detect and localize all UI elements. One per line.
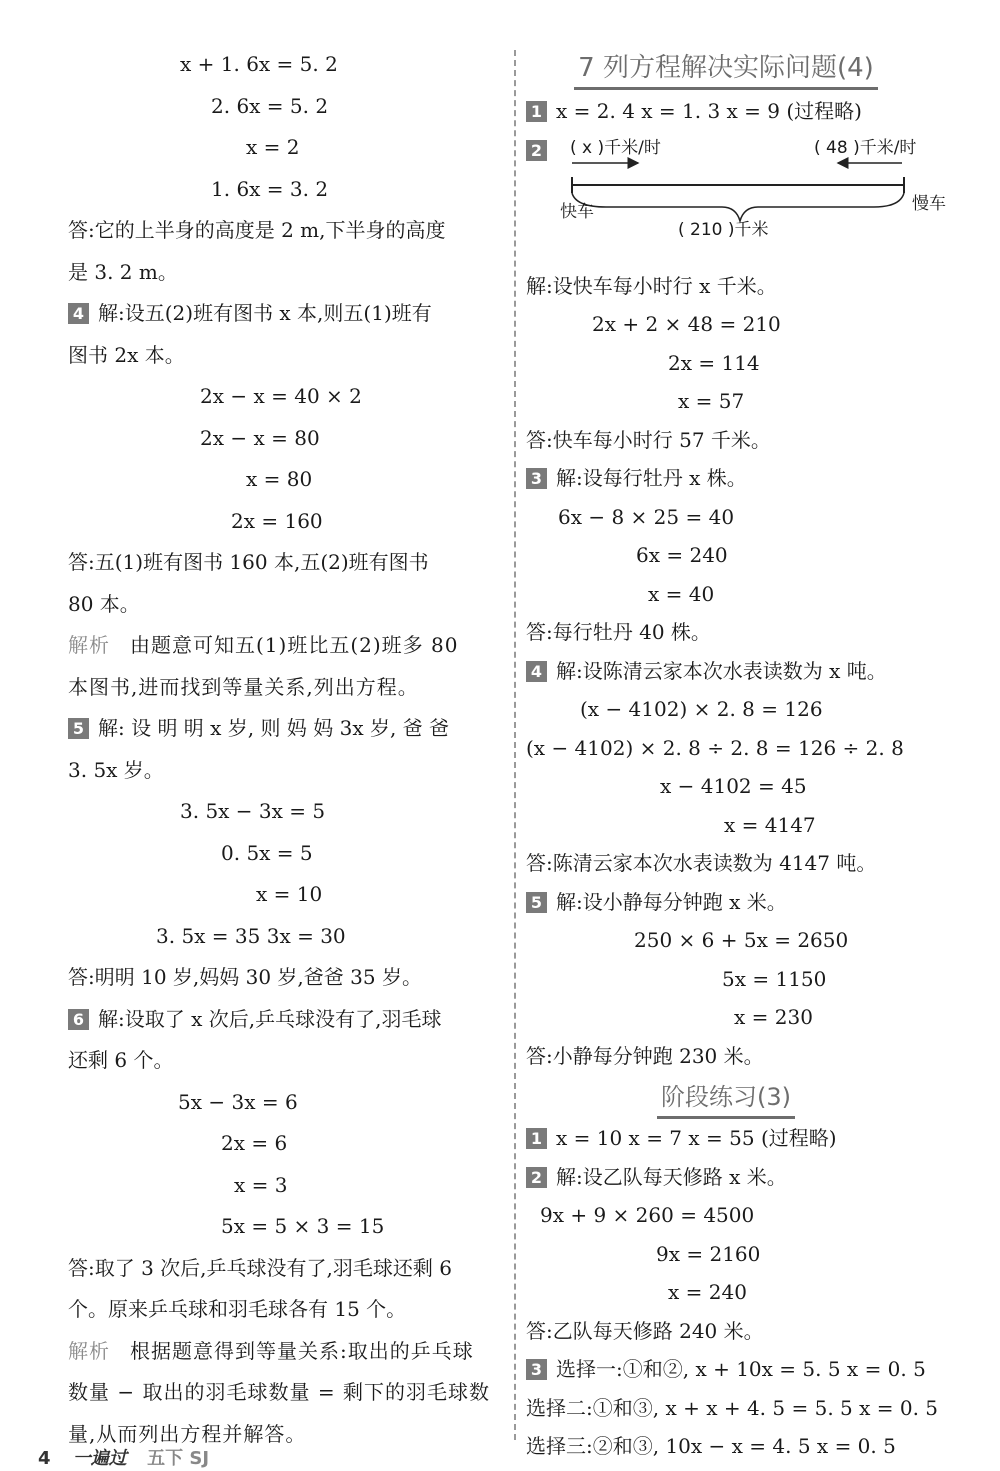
equation-line: x = 57 (678, 389, 745, 413)
question-number-badge: 3 (526, 1359, 547, 1380)
left-column (68, 44, 508, 1455)
equation-line: x = 240 (668, 1280, 747, 1304)
question-number-badge: 3 (526, 468, 547, 489)
right-column (526, 44, 946, 1466)
equation-line: x = 40 (648, 581, 715, 606)
solution-text: 解:设快车每小时行 x 千米。 (526, 273, 777, 298)
equation-line: (x − 4102) × 2. 8 = 126 (580, 697, 823, 721)
analysis-line (68, 625, 508, 667)
question-number-badge: 1 (526, 1128, 547, 1149)
answer-line: 答:每行牡丹 40 株。 (526, 620, 711, 644)
solution-text: 解:设五(2)班有图书 x 本,则五(1)班有 (98, 301, 432, 325)
equation-line: 5x = 1150 (722, 966, 827, 991)
equation-line: x = 4147 (724, 812, 816, 837)
answer-line: 80 本。 (68, 591, 140, 616)
stage-title-text: 阶段练习(3) (657, 1078, 795, 1119)
equation-line: x − 4102 = 45 (660, 774, 807, 798)
stage-question-2 (526, 1158, 926, 1197)
distance-label: ( 210 )千米 (678, 219, 769, 240)
equation-line: 3. 5x − 3x = 5 (180, 799, 326, 823)
equation-line: x = 230 (734, 1005, 813, 1029)
equation-line: 2x = 114 (668, 350, 760, 375)
analysis-text: 数量 − 取出的羽毛球数量 = 剩下的羽毛球数 (68, 1380, 490, 1404)
fast-car-label: 快车 (560, 201, 594, 222)
analysis-text: 量,从而列出方程并解答。 (68, 1421, 307, 1446)
question-number-badge: 1 (526, 101, 547, 122)
equation-line: 2x = 6 (221, 1131, 288, 1155)
choice-text: 选择一:①和②, x + 10x = 5. 5 x = 0. 5 (556, 1357, 926, 1381)
grade-label: 五下 SJ (147, 1448, 210, 1469)
answer-line: 答:快车每小时行 57 千米。 (526, 427, 771, 452)
solution-text: 解:设乙队每天修路 x 米。 (556, 1164, 787, 1189)
equation-line: 2. 6x = 5. 2 (211, 93, 329, 118)
answer-text: x = 10 x = 7 x = 55 (过程略) (556, 1126, 837, 1150)
answer-text: x = 2. 4 x = 1. 3 x = 9 (过程略) (556, 99, 862, 123)
question-number-badge: 4 (526, 661, 547, 682)
solution-text: 解:设取了 x 次后,乒乓球没有了,羽毛球 (98, 1006, 442, 1031)
equation-line: 250 × 6 + 5x = 2650 (634, 928, 849, 952)
answer-line: 答:取了 3 次后,乒乓球没有了,羽毛球还剩 6 (68, 1255, 452, 1280)
question-6-solution (68, 999, 508, 1041)
equation-line: x + 1. 6x = 5. 2 (180, 52, 338, 76)
equation-line: x = 80 (246, 467, 313, 491)
question-number-badge: 5 (68, 718, 89, 739)
equation-line: 6x = 240 (636, 543, 728, 567)
brand-logo-text: 一遍过 (72, 1448, 127, 1469)
equation-line: x = 10 (256, 882, 323, 906)
solution-text: 解:设小静每分钟跑 x 米。 (556, 889, 787, 914)
equation-line: 6x − 8 × 25 = 40 (558, 504, 735, 529)
solution-text: 3. 5x 岁。 (68, 757, 164, 782)
answer-line: 个。原来乒乓球和羽毛球各有 15 个。 (68, 1297, 407, 1321)
slow-speed-label: ( 48 )千米/时 (814, 137, 917, 158)
solution-text: 解: 设 明 明 x 岁, 则 妈 妈 3x 岁, 爸 爸 (98, 716, 450, 740)
answer-line: 答:五(1)班有图书 160 本,五(2)班有图书 (68, 550, 429, 574)
equation-line: 2x = 160 (231, 508, 323, 533)
solution-text: 解:设每行牡丹 x 株。 (556, 466, 747, 490)
analysis-text: 根据题意得到等量关系:取出的乒乓球 (130, 1338, 474, 1363)
question-4-solution (526, 652, 926, 691)
question-number-badge: 2 (526, 140, 547, 161)
analysis-text: 本图书,进而找到等量关系,列出方程。 (68, 674, 419, 699)
solution-text: 还剩 6 个。 (68, 1048, 174, 1072)
page-number: 4 (38, 1448, 51, 1469)
fast-speed-label: ( x )千米/时 (570, 137, 661, 158)
page-footer (38, 1444, 209, 1470)
equation-line: x = 3 (234, 1172, 288, 1197)
equation-line: 3. 5x = 35 3x = 30 (156, 923, 346, 948)
question-number-badge: 4 (68, 303, 89, 324)
equation-line: 9x = 2160 (656, 1241, 761, 1266)
question-1-answer (526, 92, 926, 131)
equation-line: 2x − x = 80 (200, 425, 320, 450)
answer-line: 答:小静每分钟跑 230 米。 (526, 1043, 764, 1068)
equation-line: 5x = 5 × 3 = 15 (221, 1214, 385, 1238)
answer-line: 答:它的上半身的高度是 2 m,下半身的高度 (68, 218, 446, 242)
question-5-solution (68, 708, 508, 750)
analysis-tag: 解析 (68, 633, 110, 657)
stage-question-1 (526, 1119, 926, 1158)
equation-line: (x − 4102) × 2. 8 ÷ 2. 8 = 126 ÷ 2. 8 (526, 735, 904, 760)
section-title (526, 44, 926, 92)
answer-line: 答:陈清云家本次水表读数为 4147 吨。 (526, 851, 877, 875)
question-4-solution (68, 293, 508, 335)
stage-practice-title (526, 1075, 926, 1119)
solution-text: 解:设陈清云家本次水表读数为 x 吨。 (556, 658, 887, 683)
solution-text: 图书 2x 本。 (68, 342, 185, 367)
answer-line: 答:乙队每天修路 240 米。 (526, 1318, 764, 1343)
column-divider (514, 50, 516, 1440)
line-segment-diagram (526, 137, 946, 267)
question-number-badge: 5 (526, 892, 547, 913)
answer-line: 是 3. 2 m。 (68, 259, 178, 284)
equation-line: 2x − x = 40 × 2 (200, 384, 362, 408)
question-number-badge: 6 (68, 1009, 89, 1030)
analysis-line (68, 1331, 508, 1373)
equation-line: 5x − 3x = 6 (178, 1089, 298, 1114)
question-5-solution (526, 883, 926, 922)
stage-question-3 (526, 1350, 926, 1389)
equation-line: 2x + 2 × 48 = 210 (592, 312, 781, 336)
question-number-badge: 2 (526, 1167, 547, 1188)
answer-line: 答:明明 10 岁,妈妈 30 岁,爸爸 35 岁。 (68, 965, 422, 989)
question-3-solution (526, 459, 926, 498)
analysis-tag: 解析 (68, 1338, 110, 1363)
equation-line: x = 2 (246, 135, 300, 159)
equation-line: 0. 5x = 5 (221, 840, 313, 865)
choice-text: 选择二:①和③, x + x + 4. 5 = 5. 5 x = 0. 5 (526, 1395, 939, 1420)
equation-line: 1. 6x = 3. 2 (211, 176, 329, 201)
equation-line: 9x + 9 × 260 = 4500 (540, 1203, 755, 1227)
analysis-text: 由题意可知五(1)班比五(2)班多 80 (130, 633, 459, 657)
section-title-text: 7 列方程解决实际问题(4) (574, 49, 878, 90)
choice-text: 选择三:②和③, 10x − x = 4. 5 x = 0. 5 (526, 1434, 896, 1458)
slow-car-label: 慢车 (912, 193, 946, 214)
